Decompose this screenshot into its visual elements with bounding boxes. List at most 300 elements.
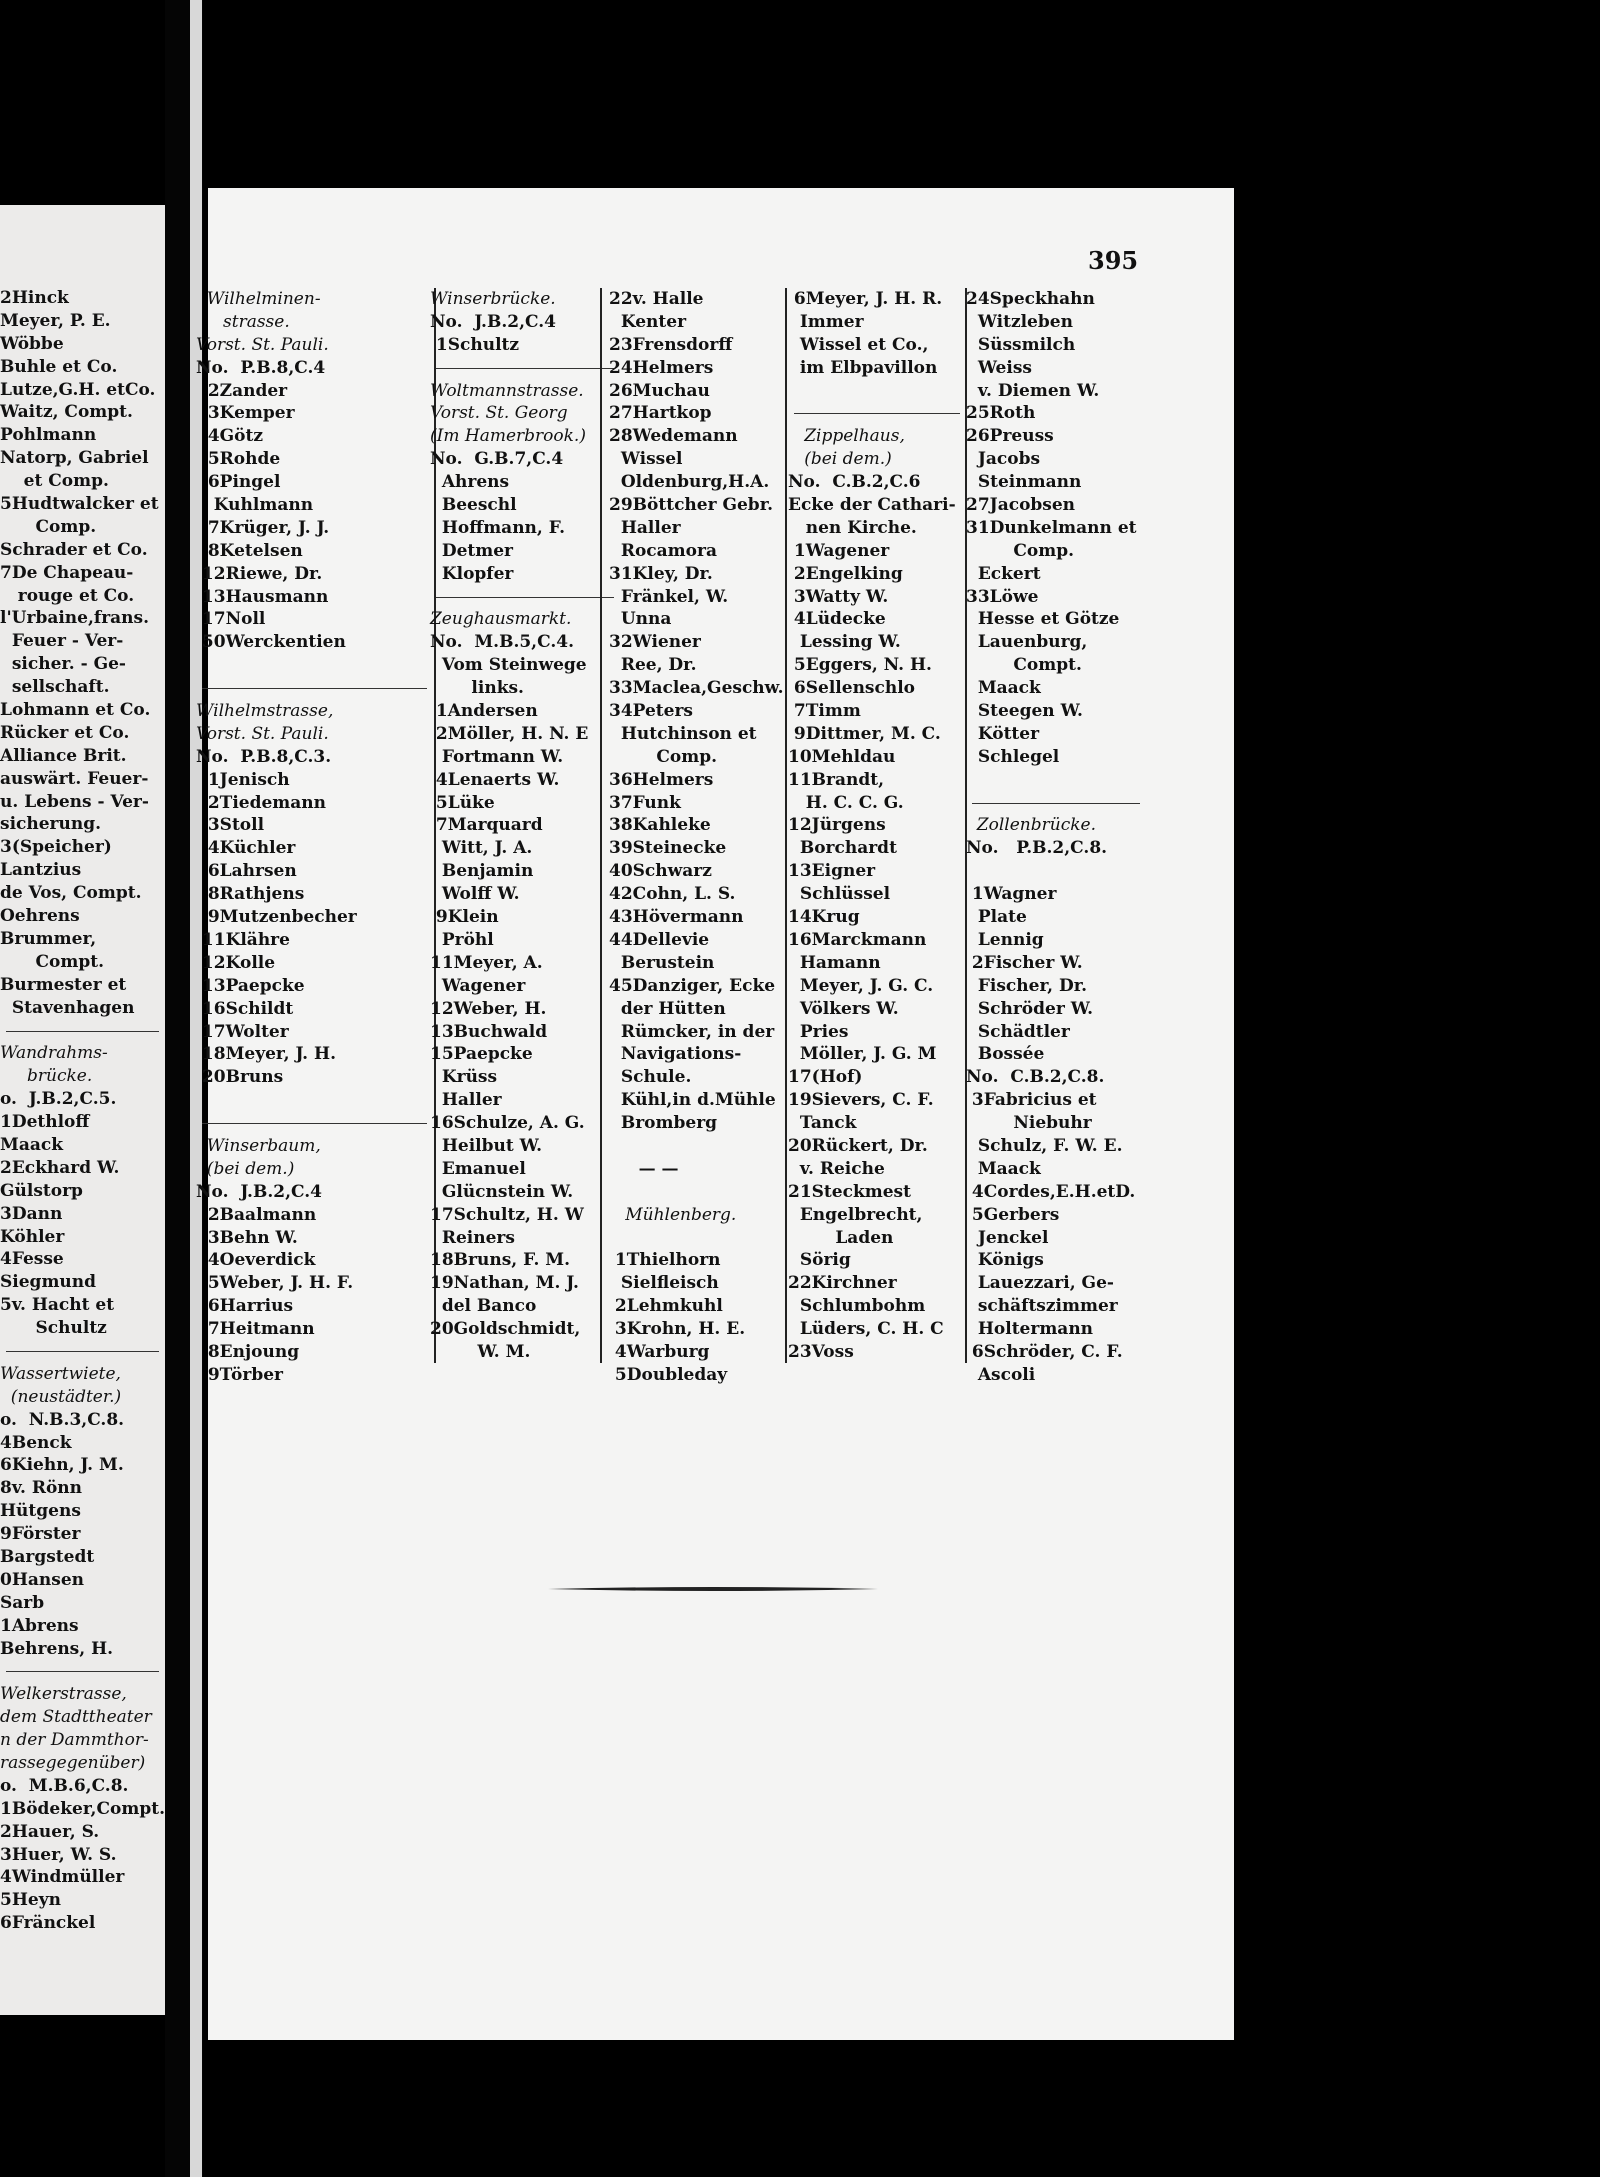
directory-entry: No. P.B.8,C.3. [196,746,332,767]
directory-entry: 8Ketelsen [196,540,303,561]
right-page [196,188,1234,2040]
directory-entry: Compt. [966,655,1082,676]
directory-entry: sellschaft. [0,677,110,698]
directory-entry: Wissel et Co., [788,334,929,355]
directory-entry: 3Watty W. [788,586,889,607]
directory-entry: Möller, J. G. M [788,1044,937,1065]
directory-entry: 19Nathan, M. J. [430,1273,579,1294]
street-heading: Zippelhaus, [788,426,905,447]
directory-entry: Lennig [966,929,1044,950]
directory-entry: im Elbpavillon [788,357,938,378]
end-ornament [548,1586,878,1592]
directory-entry: Weiss [966,357,1032,378]
directory-entry: Oehrens [0,906,80,927]
directory-entry: 3Behn W. [196,1227,298,1248]
street-heading: brücke. [0,1066,93,1087]
directory-entry: Kötter [966,723,1040,744]
spacer [609,1227,785,1250]
street-heading: Winserbaum, [196,1135,321,1156]
directory-entry: Gülstorp [0,1180,83,1201]
directory-entry: 12Jürgens [788,815,886,836]
directory-entry: Tanck [788,1113,857,1134]
directory-entry: No. J.B.2,C.4 [196,1181,322,1202]
street-heading: Vorst. St. Pauli. [196,334,329,355]
directory-entry: 2Engelking [788,563,903,584]
directory-entry: 33Maclea,Geschw. [609,678,784,699]
directory-entry: Bossée [966,1044,1045,1065]
directory-entry: 1Dethloff [0,1112,90,1133]
directory-entry: Lantzius [0,860,82,881]
directory-entry: 44Dellevie [609,929,710,950]
directory-entry: 2Eckhard W. [0,1157,120,1178]
directory-entry: 2Tiedemann [196,792,327,813]
directory-entry: 5Rohde [196,449,281,470]
directory-entry: Haller [430,1090,502,1111]
directory-entry: 4Götz [196,426,264,447]
street-heading: Wilhelmstrasse, [196,701,334,722]
directory-entry: 9Klein [430,907,499,928]
directory-entry: 5Gerbers [966,1204,1060,1225]
street-heading: Welkerstrasse, [0,1684,127,1705]
directory-entry: Hoffmann, F. [430,517,566,538]
directory-entry: 37Funk [609,792,681,813]
section-divider [0,1340,165,1363]
directory-entry: 29Böttcher Gebr. [609,495,774,516]
directory-entry: 12Kolle [196,952,276,973]
directory-entry: 27Hartkop [609,403,712,424]
directory-entry: Bromberg [609,1113,718,1134]
directory-entry: 13Paepcke [196,975,305,996]
directory-entry: 17(Hof) [788,1067,863,1088]
directory-entry: 2Baalmann [196,1204,317,1225]
directory-entry: 34Peters [609,701,693,722]
directory-entry: Ahrens [430,472,510,493]
directory-entry: 4Fesse [0,1249,64,1270]
directory-entry: Detmer [430,540,514,561]
street-heading: Wassertwiete, [0,1363,121,1384]
street-heading: Woltmannstrasse. [430,380,584,401]
section-divider [0,1020,165,1043]
directory-entry: H. C. C. G. [788,792,904,813]
directory-entry: Reiners [430,1227,515,1248]
directory-entry: Wissel [609,449,683,470]
directory-entry: Sielfleisch [609,1273,719,1294]
directory-entry: 7Heitmann [196,1319,315,1340]
directory-entry: Pries [788,1021,849,1042]
street-heading: Mühlenberg. [609,1204,737,1225]
directory-entry: 4Lenaerts W. [430,769,560,790]
directory-entry: auswärt. Feuer- [0,768,149,789]
directory-entry: Glücnstein W. [430,1181,574,1202]
directory-entry: 20Rückert, Dr. [788,1135,928,1156]
section-divider [788,402,966,425]
directory-entry: Schlegel [966,746,1060,767]
directory-entry: 25Roth [966,403,1036,424]
directory-entry: nen Kirche. [788,517,917,538]
directory-entry: 22Kirchner [788,1273,897,1294]
section-divider [430,586,620,609]
directory-entry: 4Warburg [609,1341,710,1362]
directory-entry: 38Kahleke [609,815,711,836]
directory-entry: 9Törber [196,1364,283,1385]
directory-entry: Sarb [0,1592,45,1613]
directory-entry: 36Helmers [609,769,714,790]
street-heading: Winserbrücke. [430,289,556,309]
directory-entry: 23Voss [788,1341,854,1362]
directory-column-5 [966,288,1146,1387]
directory-entry: v. Reiche [788,1158,885,1179]
directory-entry: Unna [609,609,672,630]
directory-entry: u. Lebens - Ver- [0,791,149,812]
street-heading: (Im Hamerbrook.) [430,426,586,447]
directory-entry: 3Stoll [196,815,265,836]
directory-entry: v. Diemen W. [966,380,1100,401]
directory-entry: Wolff W. [430,884,520,905]
directory-entry: Alliance Brit. [0,745,127,766]
directory-entry: Hutchinson et [609,723,757,744]
directory-entry: Meyer, J. G. C. [788,975,934,996]
directory-entry: 13Eigner [788,861,876,882]
directory-entry: del Banco [430,1296,537,1317]
directory-entry: 8Enjoung [196,1341,300,1362]
directory-entry: 1Schultz [430,334,520,355]
directory-entry: 12Weber, H. [430,998,547,1019]
directory-entry: Lauenburg, [966,632,1088,653]
directory-entry: et Comp. [0,471,109,492]
directory-entry: Rocamora [609,540,717,561]
directory-entry: 7Marquard [430,815,543,836]
directory-column-3 [609,288,785,1387]
directory-entry: No. G.B.7,C.4 [430,449,564,470]
directory-entry: 7Krüger, J. J. [196,517,330,538]
section-divider [430,357,620,380]
directory-entry: No. P.B.8,C.4 [196,357,326,378]
directory-entry: No. J.B.2,C.4 [430,311,556,332]
directory-entry: 6Sellenschlo [788,678,916,699]
directory-entry: 0Hansen [0,1569,85,1590]
directory-entry: 3(Speicher) [0,837,112,858]
directory-entry: Comp. [609,746,718,767]
directory-entry: 3Dann [0,1203,63,1224]
spacer [609,1135,785,1158]
section-divider [966,792,1146,815]
directory-entry: 5Eggers, N. H. [788,655,932,676]
directory-entry: 11Klähre [196,929,290,950]
directory-entry: 6Fränckel [0,1913,96,1934]
street-heading: n der Dammthor- [0,1730,149,1751]
directory-entry: Vom Steinwege [430,655,587,676]
section-divider [196,1112,433,1135]
directory-entry: Lauezzari, Ge- [966,1273,1114,1294]
street-heading: rassegegenüber) [0,1753,146,1773]
directory-entry: Feuer - Ver- [0,631,124,652]
directory-entry: 5Hudtwalcker et [0,494,159,515]
directory-entry: 15Paepcke [430,1044,533,1065]
directory-entry: Oldenburg,H.A. [609,472,770,493]
directory-entry: 5Lüke [430,792,495,813]
directory-entry: Meyer, P. E. [0,310,111,331]
directory-entry: 1Bödeker,Compt. [0,1798,165,1819]
directory-entry: No. C.B.2,C.8. [966,1067,1105,1088]
directory-entry: 24Helmers [609,357,714,378]
directory-entry: 21Steckmest [788,1181,911,1202]
directory-entry: 5v. Hacht et [0,1295,115,1316]
street-heading: Zollenbrücke. [966,815,1096,836]
directory-entry: 31Dunkelmann et [966,517,1137,538]
directory-entry: 16Marckmann [788,929,927,950]
directory-entry: sicherung. [0,814,102,835]
directory-entry: Hütgens [0,1501,81,1522]
directory-entry: — — [609,1158,679,1179]
directory-entry: Buhle et Co. [0,356,118,377]
directory-entry: 6Lahrsen [196,861,297,882]
directory-entry: Comp. [966,540,1075,561]
directory-entry: 2Hauer, S. [0,1821,100,1842]
directory-entry: Schrader et Co. [0,539,148,560]
directory-entry: Maack [966,678,1041,699]
directory-entry: 2Fischer W. [966,952,1083,973]
directory-entry: 3Huer, W. S. [0,1844,117,1865]
section-divider [0,1660,165,1683]
spacer [196,1089,433,1112]
directory-entry: 18Meyer, J. H. [196,1044,337,1065]
directory-entry: 2Möller, H. N. E [430,723,589,744]
directory-entry: Maack [966,1158,1041,1179]
directory-entry: Behrens, H. [0,1638,114,1659]
directory-entry: Kuhlmann [196,495,314,516]
directory-entry: 10Mehldau [788,746,896,767]
directory-entry: Heilbut W. [430,1135,543,1156]
directory-entry: 2Hinck [0,288,69,308]
directory-entry: 22v. Halle [609,289,704,309]
directory-entry: 3Fabricius et [966,1090,1097,1111]
directory-entry: 11Brandt, [788,769,885,790]
directory-entry: 43Hövermann [609,907,744,928]
directory-entry: Ecke der Cathari- [788,495,956,516]
directory-entry: Laden [788,1227,894,1248]
directory-entry: Köhler [0,1226,65,1247]
street-heading: Wandrahms- [0,1043,108,1064]
directory-entry: Bargstedt [0,1546,95,1567]
directory-entry: 24Speckhahn [966,289,1095,309]
directory-entry: de Vos, Compt. [0,883,142,904]
directory-entry: Schule. [609,1067,692,1088]
directory-entry: Lessing W. [788,632,901,653]
directory-entry: Fortmann W. [430,746,564,767]
directory-entry: Maack [0,1134,63,1155]
directory-entry: Rücker et Co. [0,722,130,743]
section-divider [196,677,433,700]
directory-entry: 26Muchau [609,380,710,401]
directory-entry: 9Mutzenbecher [196,907,357,928]
street-heading: strasse. [196,311,290,332]
directory-entry: Eckert [966,563,1041,584]
directory-entry: 9Dittmer, M. C. [788,723,941,744]
directory-entry: Kenter [609,311,687,332]
street-heading: Vorst. St. Pauli. [196,723,329,744]
directory-entry: 13Buchwald [430,1021,548,1042]
street-heading: dem Stadttheater [0,1707,152,1728]
directory-entry: 7De Chapeau- [0,562,134,583]
directory-entry: 4Oeverdick [196,1250,316,1271]
directory-entry: Immer [788,311,864,332]
directory-entry: Schlüssel [788,884,891,905]
directory-entry: 6Schröder, C. F. [966,1341,1123,1362]
directory-entry: 16Schulze, A. G. [430,1113,585,1134]
directory-entry: 42Cohn, L. S. [609,884,736,905]
left-page-column [0,287,165,1935]
directory-entry: Plate [966,907,1027,928]
directory-entry: Witzleben [966,311,1073,332]
directory-entry: 19Sievers, C. F. [788,1090,934,1111]
directory-entry: schäftszimmer [966,1296,1118,1317]
directory-entry: Pröhl [430,929,494,950]
directory-entry: Schröder W. [966,998,1094,1019]
directory-entry: 6Harrius [196,1296,294,1317]
directory-entry: Emanuel [430,1158,526,1179]
directory-entry: Borchardt [788,838,897,859]
spacer [966,860,1146,883]
directory-entry: 33Löwe [966,586,1039,607]
directory-entry: Fränkel, W. [609,586,729,607]
directory-column-1 [196,288,433,1387]
street-heading: (neustädter.) [0,1386,122,1407]
directory-entry: 17Noll [196,609,266,630]
directory-entry: Schultz [0,1318,107,1339]
directory-entry: o. J.B.2,C.5. [0,1089,117,1110]
column-rule [600,288,602,1363]
directory-entry: Rümcker, in der [609,1021,775,1042]
street-heading: Wilhelminen- [196,289,321,309]
directory-entry: 17Schultz, H. W [430,1204,584,1225]
directory-entry: Engelbrecht, [788,1204,923,1225]
directory-entry: 20Goldschmidt, [430,1319,581,1340]
directory-entry: Wagener [430,975,526,996]
directory-entry: 3Krohn, H. E. [609,1319,746,1340]
directory-entry: Jenckel [966,1227,1049,1248]
directory-entry: No. C.B.2,C.6 [788,472,921,493]
spacer [196,654,433,677]
directory-entry: Brummer, [0,928,97,949]
directory-entry: 4Windmüller [0,1867,125,1888]
street-heading: (bei dem.) [196,1158,295,1179]
directory-entry: Burmester et [0,974,127,995]
street-heading: (bei dem.) [788,449,892,470]
directory-entry: Schulz, F. W. E. [966,1135,1123,1156]
directory-entry: 26Preuss [966,426,1054,447]
directory-entry: Wöbbe [0,333,64,354]
directory-entry: 1Jenisch [196,769,290,790]
directory-entry: der Hütten [609,998,726,1019]
directory-entry: Comp. [0,516,97,537]
directory-entry: links. [430,678,524,699]
spacer [609,1181,785,1204]
directory-entry: Süssmilch [966,334,1076,355]
directory-entry: Haller [609,517,681,538]
directory-entry: 4Cordes,E.H.etD. [966,1181,1136,1202]
directory-entry: Lutze,G.H. etCo. [0,379,156,400]
directory-entry: 18Bruns, F. M. [430,1250,571,1271]
directory-entry: Kühl,in d.Mühle [609,1090,776,1111]
directory-entry: 32Wiener [609,632,701,653]
directory-entry: 6Pingel [196,472,281,493]
directory-entry: Krüss [430,1067,498,1088]
directory-entry: 4Benck [0,1432,72,1453]
directory-entry: Beeschl [430,495,517,516]
directory-entry: Schädtler [966,1021,1070,1042]
directory-entry: o. N.B.3,C.8. [0,1409,125,1430]
directory-entry: 39Steinecke [609,838,727,859]
directory-entry: 5Doubleday [609,1364,728,1385]
directory-entry: o. M.B.6,C.8. [0,1775,129,1796]
directory-entry: 8v. Rönn [0,1478,83,1499]
directory-entry: Fischer, Dr. [966,975,1088,996]
directory-entry: 3Kemper [196,403,295,424]
directory-entry: Klopfer [430,563,514,584]
directory-entry: Waitz, Compt. [0,402,133,423]
directory-entry: 4Küchler [196,838,296,859]
directory-entry: Ree, Dr. [609,655,697,676]
directory-entry: Witt, J. A. [430,838,533,859]
directory-entry: Holtermann [966,1319,1094,1340]
street-heading: Vorst. St. Georg [430,403,568,424]
directory-entry: 6Kiehn, J. M. [0,1455,124,1476]
directory-entry: 1Andersen [430,701,538,722]
directory-entry: Schlumbohm [788,1296,926,1317]
directory-entry: 40Schwarz [609,861,712,882]
directory-entry: 1Thielhorn [609,1250,721,1271]
directory-entry: Steinmann [966,472,1082,493]
directory-entry: Stavenhagen [0,997,135,1018]
directory-entry: 20Bruns [196,1067,284,1088]
spacer [966,769,1146,792]
directory-entry: Pohlmann [0,425,97,446]
street-heading: Zeughausmarkt. [430,609,572,630]
directory-entry: No. P.B.2,C.8. [966,838,1108,859]
directory-entry: 31Kley, Dr. [609,563,713,584]
directory-entry: Jacobs [966,449,1041,470]
directory-entry: 16Schildt [196,998,294,1019]
spacer [788,380,966,403]
directory-entry: Völkers W. [788,998,899,1019]
directory-entry: 13Hausmann [196,586,329,607]
column-rule [785,288,787,1363]
directory-entry: Lohmann et Co. [0,700,151,721]
directory-entry: 5Weber, J. H. F. [196,1273,354,1294]
directory-entry: Ascoli [966,1364,1036,1385]
directory-entry: 4Lüdecke [788,609,886,630]
directory-entry: 9Förster [0,1524,81,1545]
directory-entry: Siegmund [0,1272,97,1293]
directory-entry: 1Wagner [966,884,1057,905]
directory-entry: 17Wolter [196,1021,289,1042]
directory-entry: Sörig [788,1250,851,1271]
directory-entry: Niebuhr [966,1113,1092,1134]
directory-entry: 7Timm [788,701,861,722]
directory-entry: 45Danziger, Ecke [609,975,776,996]
directory-entry: 2Zander [196,380,288,401]
directory-entry: Lüders, C. H. C [788,1319,944,1340]
directory-entry: Navigations- [609,1044,742,1065]
page-number: 395 [1088,246,1139,275]
directory-entry: 50Werckentien [196,632,346,653]
directory-entry: Steegen W. [966,701,1083,722]
directory-entry: 11Meyer, A. [430,952,543,973]
directory-entry: Benjamin [430,861,534,882]
directory-entry: 1Wagener [788,540,890,561]
directory-entry: Natorp, Gabriel [0,448,149,469]
directory-column-4 [788,288,966,1364]
